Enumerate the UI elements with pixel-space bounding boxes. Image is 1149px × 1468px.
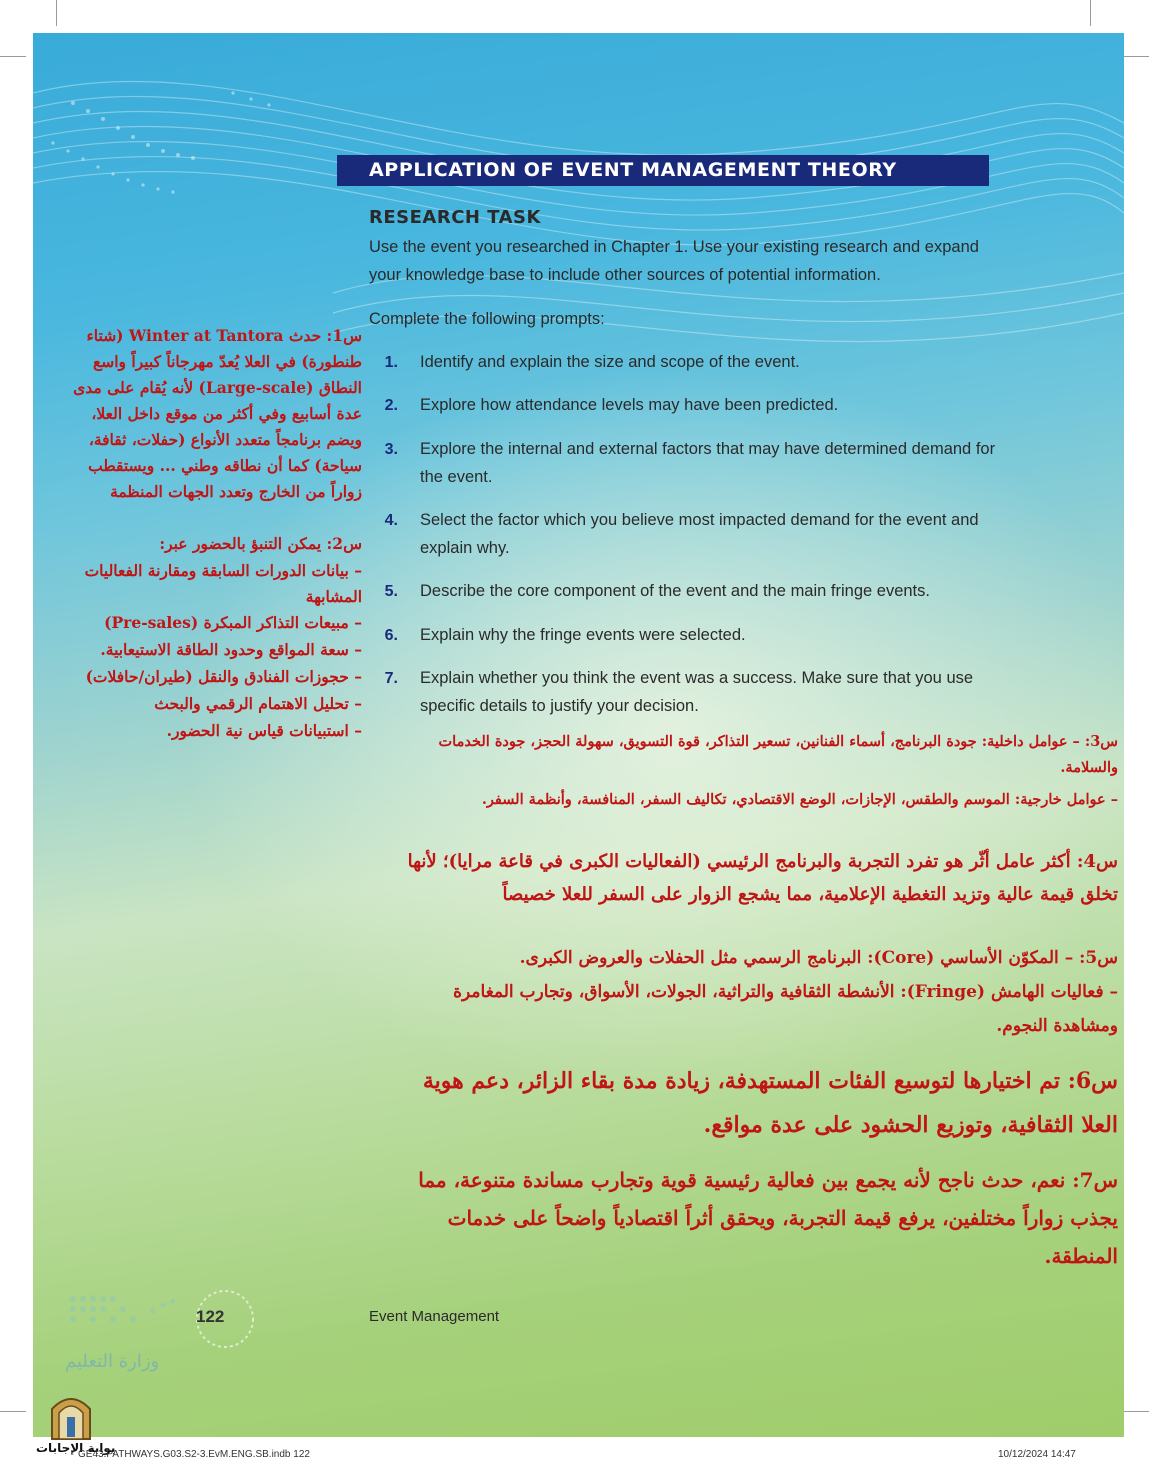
section-heading: APPLICATION OF EVENT MANAGEMENT THEORY bbox=[369, 159, 897, 181]
prompt-number: 2. bbox=[384, 397, 398, 414]
research-task-intro: Use the event you researched in Chapter 1. Use your existing research and expand your knowledge base to include other sources of potential information. bbox=[369, 238, 979, 284]
site-watermark-logo bbox=[48, 1389, 94, 1441]
answer-2-item: – حجوزات الفنادق والنقل (طيران/حافلات) bbox=[85, 667, 362, 686]
prompts-lead: Complete the following prompts: bbox=[369, 310, 605, 328]
answer-7: س7: نعم، حدث ناجح لأنه يجمع بين فعالية رئيسية قوية وتجارب مساندة متنوعة، مما يجذب زواراً مختلفين، يرفع قيمة التجربة، ويحقق أثراً اقتصادياً واضحاً على خدمات المنطقة. bbox=[418, 1168, 1118, 1268]
prompt-text: Identify and explain the size and scope of the event. bbox=[420, 353, 800, 371]
prompt-number: 1. bbox=[384, 354, 398, 371]
answer-3-external: – عوامل خارجية: الموسم والطقس، الإجازات، الوضع الاقتصادي، تكاليف السفر، المنافسة، وأنظمة السفر. bbox=[481, 791, 1118, 808]
crop-mark bbox=[1090, 0, 1091, 26]
prompt-text: Explore the internal and external factors that may have determined demand for the event. bbox=[420, 440, 996, 486]
print-slug-date: 10/12/2024 14:47 bbox=[998, 1449, 1076, 1460]
answer-2-item: – تحليل الاهتمام الرقمي والبحث bbox=[154, 694, 362, 713]
prompt-text: Explain why the fringe events were selected. bbox=[420, 626, 746, 644]
page-number: 122 bbox=[196, 1307, 225, 1326]
crop-mark bbox=[0, 56, 26, 57]
crop-mark bbox=[1123, 56, 1149, 57]
answer-5-core: س5: – المكوّن الأساسي (Core): البرنامج الرسمي مثل الحفلات والعروض الكبرى. bbox=[519, 948, 1118, 968]
answer-2-item: – بيانات الدورات السابقة ومقارنة الفعاليات المشابهة bbox=[84, 561, 362, 606]
prompt-text: Explain whether you think the event was a success. Make sure that you use specific details to justify your decision. bbox=[420, 669, 974, 715]
crop-mark bbox=[1123, 1411, 1149, 1412]
answer-2-item: – سعة المواقع وحدود الطاقة الاستيعابية. bbox=[100, 640, 362, 659]
research-task-title: RESEARCH TASK bbox=[369, 207, 541, 228]
prompt-text: Select the factor which you believe most impacted demand for the event and explain why. bbox=[420, 511, 979, 557]
crop-mark bbox=[0, 1411, 26, 1412]
ministry-name: وزارة التعليم bbox=[65, 1351, 160, 1372]
answer-3-internal: س3: – عوامل داخلية: جودة البرنامج، أسماء الفنانين، تسعير التذاكر، قوة التسويق، سهولة الحجز، جودة الخدمات والسلامة. bbox=[438, 733, 1118, 776]
prompt-text: Explore how attendance levels may have been predicted. bbox=[420, 396, 839, 414]
prompt-number: 5. bbox=[384, 583, 398, 600]
site-watermark: بوابة الإجابات bbox=[36, 1441, 116, 1455]
print-slug-file: GE43.PATHWAYS.G03.S2-3.EvM.ENG.SB.indb 122 bbox=[78, 1449, 310, 1460]
answer-1: س1: حدث Winter at Tantora (شتاء طنطورة) في العلا يُعدّ مهرجاناً كبيراً واسع النطاق (Large-scale) لأنه يُقام على مدى عدة أسابيع وفي أكثر من موقع داخل العلا، ويضم برنامجاً متعدد الأنواع (حفلات، ثقافة، سياحة) كما أن نطاقه وطني ... ويستقطب زواراً من الخارج وتعدد الجهات المنظمة bbox=[73, 326, 362, 501]
prompt-text: Describe the core component of the event and the main fringe events. bbox=[420, 582, 930, 600]
crop-mark bbox=[56, 0, 57, 26]
answer-5-fringe: – فعاليات الهامش (Fringe): الأنشطة الثقافية والتراثية، الجولات، الأسواق، وتجارب المغامرة ومشاهدة النجوم. bbox=[453, 982, 1118, 1036]
answer-2-item: – مبيعات التذاكر المبكرة (Pre-sales) bbox=[104, 613, 362, 632]
ministry-dots-logo bbox=[65, 1281, 255, 1351]
answer-6: س6: تم اختيارها لتوسيع الفئات المستهدفة، زيادة مدة بقاء الزائر، دعم هوية العلا الثقافية، وتوزيع الحشود على عدة مواقع. bbox=[422, 1068, 1118, 1138]
prompt-number: 4. bbox=[384, 512, 398, 529]
prompt-number: 3. bbox=[384, 441, 398, 458]
prompt-number: 6. bbox=[384, 627, 398, 644]
answer-4: س4: أكثر عامل أثّر هو تفرد التجربة والبرنامج الرئيسي (الفعاليات الكبرى في قاعة مرايا)؛ لأنها تخلق قيمة عالية وتزيد التغطية الإعلامية، مما يشجع الزوار على السفر للعلا خصيصاً bbox=[407, 851, 1118, 905]
book-section-label: Event Management bbox=[369, 1308, 500, 1325]
answer-2-title: س2: يمكن التنبؤ بالحضور عبر: bbox=[159, 534, 362, 553]
answer-2-item: – استبيانات قياس نية الحضور. bbox=[166, 721, 362, 740]
prompt-number: 7. bbox=[384, 670, 398, 687]
textbook-page bbox=[33, 33, 1124, 1437]
